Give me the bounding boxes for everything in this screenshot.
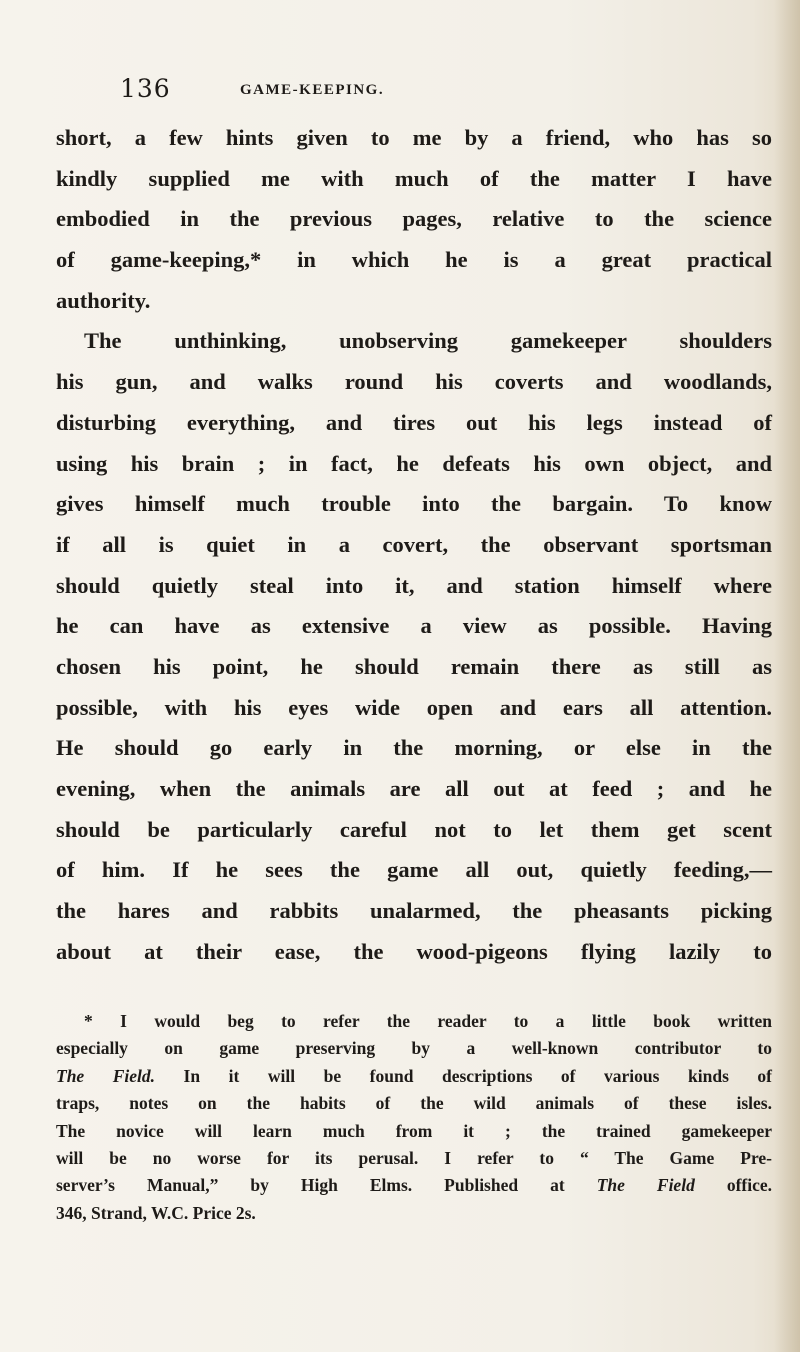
footnote-text: server’s Manual,” by High Elms. Published at	[56, 1175, 597, 1196]
body-text	[56, 118, 772, 972]
body-line: The unthinking, unobserving gamekeeper shoulders	[84, 328, 772, 354]
body-line: his gun, and walks round his coverts and woodlands,	[56, 369, 772, 395]
body-line: if all is quiet in a covert, the observant sportsman	[56, 531, 772, 557]
body-line: He should go early in the morning, or else in the	[56, 735, 772, 761]
body-line: should be particularly careful not to let them get scent	[56, 816, 772, 842]
body-line: evening, when the animals are all out at feed ; and he	[56, 776, 772, 801]
body-line: chosen his point, he should remain there as still as	[56, 653, 772, 679]
body-line: authority.	[56, 287, 151, 313]
body-line: the hares and rabbits unalarmed, the pheasants picking	[56, 898, 772, 924]
page-number: 136	[120, 74, 171, 103]
body-line: short, a few hints given to me by a friend, who has so	[56, 125, 772, 150]
footnote-line	[56, 1172, 772, 1199]
body-line: of game-keeping,* in which he is a great practical	[56, 247, 772, 273]
body-line: using his brain ; in fact, he defeats his own object, and	[56, 450, 772, 476]
footnote-italic-title: The Field.	[56, 1065, 156, 1086]
footnote-line: especially on game preserving by a well-known contributor to	[56, 1038, 772, 1059]
footnote-line: * I would beg to refer the reader to a little book written	[84, 1011, 772, 1031]
footnote-text: In it will be found descriptions of various kinds of	[155, 1065, 772, 1086]
body-line: gives himself much trouble into the bargain. To know	[56, 491, 772, 517]
body-line: kindly supplied me with much of the matter I have	[56, 165, 772, 191]
footnote-line: 346, Strand, W.C. Price 2s.	[56, 1202, 256, 1223]
footnote-line: The novice will learn much from it ; the trained gamekeeper	[56, 1120, 772, 1141]
running-head: GAME-KEEPING.	[240, 82, 385, 98]
page-header	[120, 74, 600, 114]
footnote-line	[56, 1063, 772, 1090]
body-line: disturbing everything, and tires out his legs instead of	[56, 409, 772, 435]
footnote-italic-title: The Field	[596, 1175, 695, 1196]
body-line: about at their ease, the wood-pigeons flying lazily to	[56, 938, 772, 964]
body-line: of him. If he sees the game all out, quietly feeding,—	[56, 857, 772, 883]
body-line: embodied in the previous pages, relative to the science	[56, 206, 772, 232]
body-line: should quietly steal into it, and station himself where	[56, 572, 772, 598]
body-line: possible, with his eyes wide open and ears all attention.	[56, 694, 772, 720]
body-line: he can have as extensive a view as possible. Having	[56, 613, 772, 639]
footnote-text: office.	[694, 1175, 773, 1196]
footnote-line: will be no worse for its perusal. I refer to “ The Game Pre-	[56, 1147, 772, 1168]
footnote-line: traps, notes on the habits of the wild animals of these isles.	[56, 1093, 772, 1114]
page-edge-shadow	[774, 0, 800, 1352]
footnote	[56, 1008, 772, 1227]
